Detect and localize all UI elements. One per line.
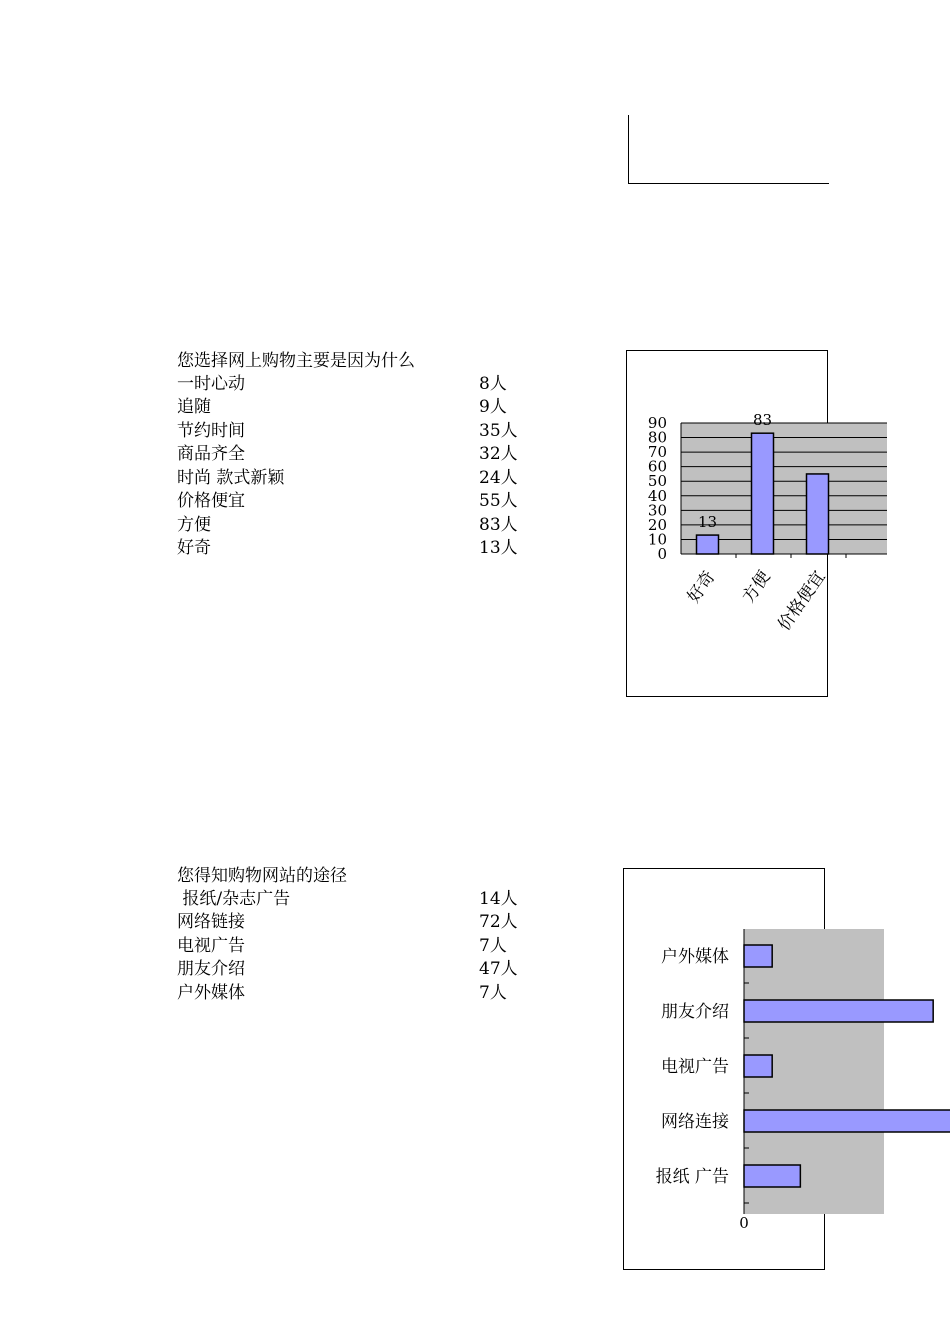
- row-label: 报纸/杂志广告: [177, 889, 291, 909]
- section2-row: [177, 982, 522, 1005]
- reasons-chart-frame: [626, 350, 828, 697]
- row-value: 24人: [479, 468, 518, 488]
- x-tick-label: 方便: [738, 567, 775, 607]
- y-tick-label: 电视广告: [661, 1057, 729, 1077]
- section1-title: 您选择网上购物主要是因为什么: [177, 351, 415, 371]
- row-label: 节约时间: [177, 421, 245, 441]
- y-tick-label: 80: [647, 428, 667, 447]
- row-value: 32人: [479, 444, 518, 464]
- data-label: 13: [697, 513, 718, 532]
- y-tick-label: 20: [647, 515, 667, 534]
- section2-title: 您得知购物网站的途径: [177, 866, 347, 886]
- row-value: 9人: [479, 397, 507, 417]
- section1-row: [177, 514, 522, 537]
- y-tick-label: 报纸 广告: [655, 1167, 729, 1187]
- data-label: 83: [752, 411, 773, 430]
- row-value: 7人: [479, 936, 507, 956]
- row-value: 55人: [479, 491, 518, 511]
- y-tick-label: 60: [647, 457, 667, 476]
- row-label: 方便: [177, 515, 211, 535]
- y-tick-label: 30: [647, 501, 667, 520]
- reasons-bar-chart: [627, 351, 830, 696]
- section1-row: [177, 373, 522, 396]
- y-tick-label: 户外媒体: [661, 947, 729, 967]
- row-label: 网络链接: [177, 912, 245, 932]
- channels-bar-chart: [624, 869, 824, 1269]
- bar: [807, 474, 829, 554]
- y-tick-label: 40: [647, 486, 667, 505]
- y-tick-label: 50: [647, 472, 667, 491]
- row-value: 8人: [479, 374, 507, 394]
- row-label: 一时心动: [177, 374, 245, 394]
- section1-row: [177, 443, 522, 466]
- section1-row: [177, 420, 522, 443]
- y-tick-label: 10: [647, 530, 667, 549]
- bar: [697, 535, 719, 554]
- y-tick-label: 朋友介绍: [661, 1002, 729, 1022]
- section2-row: [177, 935, 522, 958]
- x-tick-label: 好奇: [683, 567, 720, 607]
- row-label: 追随: [177, 397, 211, 417]
- row-label: 商品齐全: [177, 444, 245, 464]
- bar: [752, 433, 774, 554]
- row-value: 83人: [479, 515, 518, 535]
- row-label: 朋友介绍: [177, 959, 245, 979]
- bar: [744, 945, 772, 967]
- row-value: 35人: [479, 421, 518, 441]
- row-value: 72人: [479, 912, 518, 932]
- section1-row: [177, 467, 522, 490]
- section1-row: [177, 490, 522, 513]
- row-label: 户外媒体: [177, 983, 245, 1003]
- row-value: 13人: [479, 538, 518, 558]
- row-value: 7人: [479, 983, 507, 1003]
- x-tick-label: 0: [739, 1214, 749, 1232]
- y-tick-label: 0: [657, 545, 667, 563]
- section1-row: [177, 396, 522, 419]
- y-tick-label: 90: [647, 414, 667, 432]
- x-tick-label: 价格便宜: [774, 567, 830, 635]
- row-value: 47人: [479, 959, 518, 979]
- row-label: 价格便宜: [177, 491, 245, 511]
- section1-row: [177, 537, 522, 560]
- y-tick-label: 网络连接: [661, 1112, 729, 1132]
- chart-frame-fragment: [628, 115, 829, 184]
- bar: [744, 1000, 933, 1022]
- section2-row: [177, 958, 522, 981]
- bar: [744, 1110, 950, 1132]
- bar: [744, 1055, 772, 1077]
- row-label: 电视广告: [177, 936, 245, 956]
- channels-chart-frame: [623, 868, 825, 1270]
- section2-row: [177, 888, 522, 911]
- row-label: 好奇: [177, 538, 211, 558]
- row-label: 时尚 款式新颖: [177, 468, 285, 488]
- y-tick-label: 70: [647, 443, 667, 462]
- row-value: 14人: [479, 889, 518, 909]
- section2-row: [177, 911, 522, 934]
- bar: [744, 1165, 800, 1187]
